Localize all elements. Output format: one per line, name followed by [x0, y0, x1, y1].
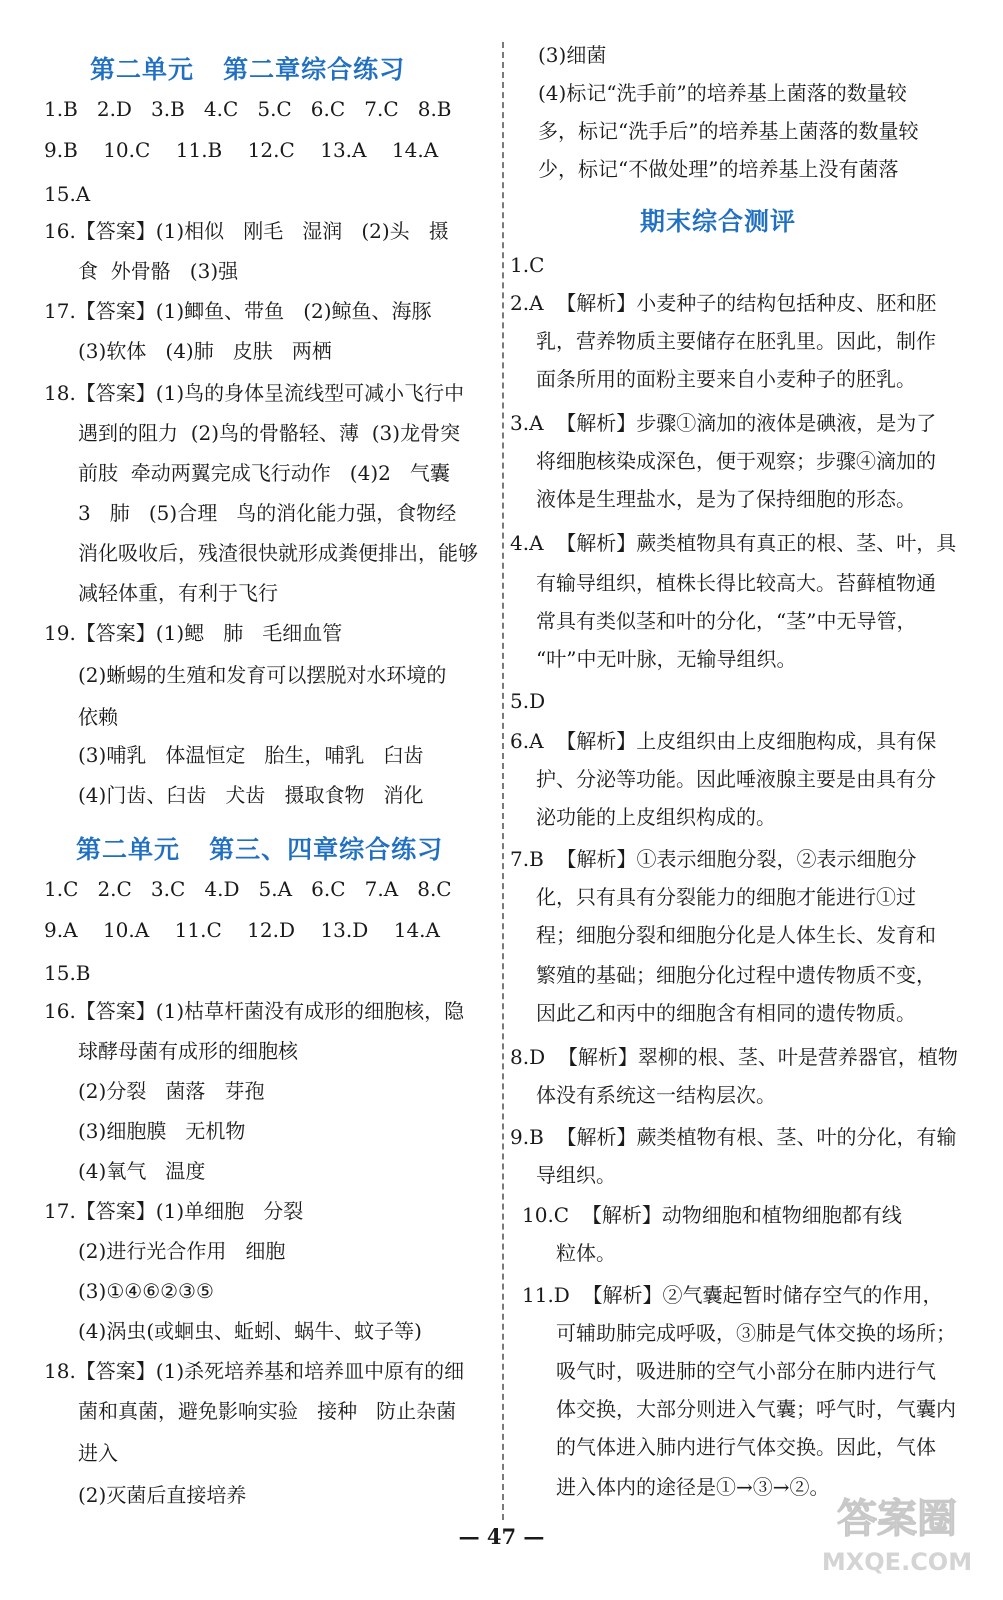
- text-line: (2)分裂 菌落 芽孢: [78, 1079, 265, 1103]
- text-line: (4)门齿、臼齿 犬齿 摄取食物 消化: [78, 783, 424, 807]
- text-line: 3.A 【解析】步骤①滴加的液体是碘液，是为了: [510, 411, 937, 435]
- text-line: 乳，营养物质主要储存在胚乳里。因此，制作: [536, 329, 936, 353]
- text-line: 15.A: [44, 182, 91, 206]
- text-line: 吸气时，吸进肺的空气小部分在肺内进行气: [556, 1359, 936, 1383]
- section-heading: 第二单元 第三、四章综合练习: [76, 835, 444, 864]
- text-line: (4)标记“洗手前”的培养基上菌落的数量较: [538, 81, 907, 105]
- text-line: 进入体内的途径是①→③→②。: [556, 1475, 830, 1499]
- text-line: 球酵母菌有成形的细胞核: [78, 1039, 298, 1063]
- text-line: 7.B 【解析】①表示细胞分裂，②表示细胞分: [510, 847, 917, 871]
- text-line: (2)蜥蜴的生殖和发育可以摆脱对水环境的: [78, 663, 447, 687]
- text-line: 8.D 【解析】翠柳的根、茎、叶是营养器官，植物: [510, 1045, 958, 1069]
- text-line: 繁殖的基础；细胞分化过程中遗传物质不变，: [536, 963, 936, 987]
- text-line: 减轻体重，有利于飞行: [78, 581, 278, 605]
- text-line: 少，标记“不做处理”的培养基上没有菌落: [538, 157, 899, 181]
- text-line: 化，只有具有分裂能力的细胞才能进行①过: [536, 885, 916, 909]
- text-line: 依赖: [78, 705, 118, 729]
- text-line: 3 肺 (5)合理 鸟的消化能力强，食物经: [78, 501, 457, 525]
- text-line: (2)灭菌后直接培养: [78, 1483, 247, 1507]
- text-line: 因此乙和丙中的细胞含有相同的遗传物质。: [536, 1001, 916, 1025]
- text-line: 6.A 【解析】上皮组织由上皮细胞构成，具有保: [510, 729, 937, 753]
- text-line: (4)涡虫(或蛔虫、蚯蚓、蜗牛、蚊子等): [78, 1319, 422, 1343]
- text-line: 9.B 10.C 11.B 12.C 13.A 14.A: [44, 138, 439, 162]
- watermark-sub: MXQE.COM: [821, 1548, 973, 1576]
- text-line: 18.【答案】(1)鸟的身体呈流线型可减小飞行中: [44, 381, 465, 405]
- text-line: 16.【答案】(1)相似 刚毛 湿润 (2)头 摄: [44, 219, 449, 243]
- text-line: 常具有类似茎和叶的分化，“茎”中无导管，: [536, 609, 917, 633]
- text-line: 16.【答案】(1)枯草杆菌没有成形的细胞核，隐: [44, 999, 465, 1023]
- text-line: 1.C 2.C 3.C 4.D 5.A 6.C 7.A 8.C: [44, 877, 452, 901]
- text-line: 面条所用的面粉主要来自小麦种子的胚乳。: [536, 367, 916, 391]
- text-line: 19.【答案】(1)鳃 肺 毛细血管: [44, 621, 343, 645]
- text-line: 前肢 牵动两翼完成飞行动作 (4)2 气囊: [78, 461, 450, 485]
- section-heading: 期末综合测评: [640, 207, 797, 236]
- text-line: 导组织。: [536, 1163, 616, 1187]
- text-line: 的气体进入肺内进行气体交换。因此，气体: [556, 1435, 936, 1459]
- text-line: 17.【答案】(1)单细胞 分裂: [44, 1199, 304, 1223]
- text-line: “叶”中无叶脉，无输导组织。: [536, 647, 797, 671]
- watermark-main: 答案圈: [837, 1496, 957, 1542]
- text-line: 多，标记“洗手后”的培养基上菌落的数量较: [538, 119, 919, 143]
- text-line: (3)细菌: [538, 43, 607, 67]
- text-line: 程；细胞分裂和细胞分化是人体生长、发育和: [536, 923, 936, 947]
- text-line: 菌和真菌，避免影响实验 接种 防止杂菌: [78, 1399, 457, 1423]
- text-line: (3)软体 (4)肺 皮肤 两栖: [78, 339, 332, 363]
- text-line: 体交换，大部分则进入气囊；呼气时，气囊内: [556, 1397, 956, 1421]
- text-line: 17.【答案】(1)鲫鱼、带鱼 (2)鲸鱼、海豚: [44, 299, 432, 323]
- watermark-logo: [812, 1482, 982, 1582]
- section-heading: 第二单元 第二章综合练习: [90, 55, 406, 84]
- text-line: (3)细胞膜 无机物: [78, 1119, 246, 1143]
- text-line: 粒体。: [556, 1241, 616, 1265]
- text-line: 9.A 10.A 11.C 12.D 13.D 14.A: [44, 918, 440, 942]
- text-line: 进入: [78, 1441, 118, 1465]
- text-line: 1.B 2.D 3.B 4.C 5.C 6.C 7.C 8.B: [44, 97, 452, 121]
- text-line: 15.B: [44, 961, 91, 985]
- text-line: 将细胞核染成深色，便于观察；步骤④滴加的: [536, 449, 936, 473]
- text-line: (2)进行光合作用 细胞: [78, 1239, 286, 1263]
- text-line: 液体是生理盐水，是为了保持细胞的形态。: [536, 487, 916, 511]
- page-number: — 47 —: [458, 1524, 545, 1549]
- column-divider: [502, 42, 504, 1520]
- text-line: 食 外骨骼 (3)强: [78, 259, 239, 283]
- text-line: 10.C 【解析】动物细胞和植物细胞都有线: [522, 1203, 902, 1227]
- text-line: (3)哺乳 体温恒定 胎生，哺乳 臼齿: [78, 743, 424, 767]
- text-line: 11.D 【解析】②气囊起暂时储存空气的作用，: [522, 1283, 943, 1307]
- text-line: 1.C: [510, 253, 545, 277]
- text-line: (3)①④⑥②③⑤: [78, 1279, 214, 1303]
- text-line: 有输导组织，植株长得比较高大。苔藓植物通: [536, 571, 936, 595]
- text-line: 遇到的阻力 (2)鸟的骨骼轻、薄 (3)龙骨突: [78, 421, 461, 445]
- text-line: 18.【答案】(1)杀死培养基和培养皿中原有的细: [44, 1359, 465, 1383]
- text-line: 2.A 【解析】小麦种子的结构包括种皮、胚和胚: [510, 291, 937, 315]
- text-line: 泌功能的上皮组织构成的。: [536, 805, 776, 829]
- text-line: 9.B 【解析】蕨类植物有根、茎、叶的分化，有输: [510, 1125, 957, 1149]
- text-line: 消化吸收后，残渣很快就形成粪便排出，能够: [78, 541, 478, 565]
- text-line: 护、分泌等功能。因此唾液腺主要是由具有分: [536, 767, 936, 791]
- text-line: (4)氧气 温度: [78, 1159, 206, 1183]
- text-line: 5.D: [510, 689, 546, 713]
- text-line: 体没有系统这一结构层次。: [536, 1083, 776, 1107]
- text-line: 4.A 【解析】蕨类植物具有真正的根、茎、叶，具: [510, 531, 957, 555]
- text-line: 可辅助肺完成呼吸，③肺是气体交换的场所；: [556, 1321, 956, 1345]
